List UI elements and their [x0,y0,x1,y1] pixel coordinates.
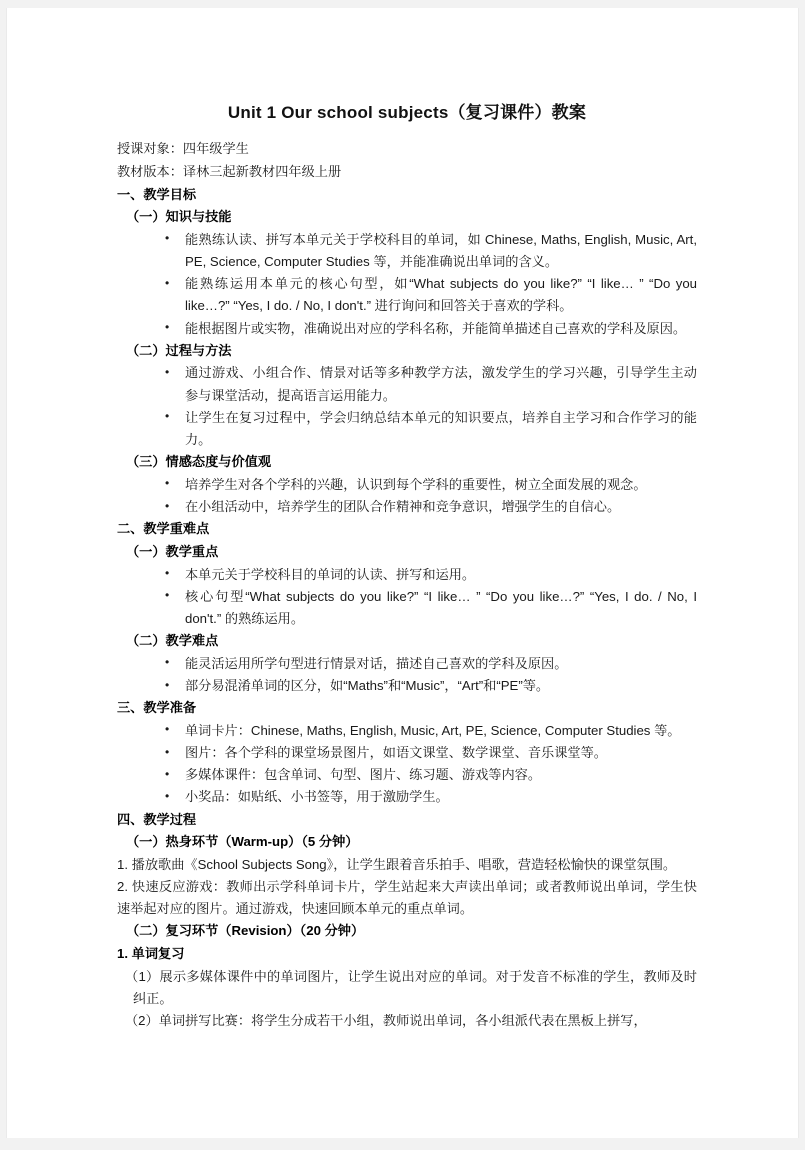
list-item: • 让学生在复习过程中，学会归纳总结本单元的知识要点，培养自主学习和合作学习的能力。 [165,407,697,451]
subsection-heading-revision: （二）复习环节（Revision）（20 分钟） [126,923,365,939]
subsection-heading-warmup: （一）热身环节（Warm-up）（5 分钟） [126,834,359,850]
bullet-list [117,474,697,518]
list-item: • 能熟练认读、拼写本单元关于学校科目的单词，如 Chinese, Maths, English, Music, Art, PE, Science, Computer Studies 等，并能准确说出单词的含义。 [165,229,697,273]
list-item: • 通过游戏、小组合作、情景对话等多种教学方法，激发学生的学习兴趣，引导学生主动参与课堂活动，提高语言运用能力。 [165,362,697,406]
list-item: • 图片：各个学科的课堂场景图片，如语文课堂、数学课堂、音乐课堂等。 [165,742,697,764]
section-heading-4: 四、教学过程 [117,811,197,827]
list-item: • 本单元关于学校科目的单词的认读、拼写和运用。 [165,564,697,586]
section-heading-3: 三、教学准备 [117,700,197,716]
numbered-paragraph: 2. 快速反应游戏：教师出示学科单词卡片，学生站起来大声读出单词；或者教师说出单词，学生快速举起对应的图片。通过游戏，快速回顾本单元的重点单词。 [117,879,697,917]
numbered-paragraph: 1. 播放歌曲《School Subjects Song》，让学生跟着音乐拍手、唱歌，营造轻松愉快的课堂氛围。 [117,856,677,872]
list-item: • 在小组活动中，培养学生的团队合作精神和竞争意识，增强学生的自信心。 [165,496,697,518]
subsection-heading-1-1: （一）知识与技能 [126,209,232,225]
subsection-heading-word-review: 1. 单词复习 [117,946,185,962]
document-content [117,102,697,1032]
page-title: Unit 1 Our school subjects（复习课件）教案 [227,103,587,122]
list-item: • 多媒体课件：包含单词、句型、图片、练习题、游戏等内容。 [165,764,697,786]
subsection-heading-2-1: （一）教学重点 [126,543,219,559]
subsection-heading-1-3: （三）情感态度与价值观 [126,454,272,470]
bullet-list [117,653,697,697]
list-item: • 能熟练运用本单元的核心句型，如“What subjects do you like?” “I like… ” “Do you like…?” “Yes, I do. / No, I don't.” 进行询问和回答关于喜欢的学科。 [165,273,697,317]
numbered-paragraph: （2）单词拼写比赛：将学生分成若干小组，教师说出单词，各小组派代表在黑板上拼写， [125,1013,647,1029]
section-heading-1: 一、教学目标 [117,186,197,202]
bullet-list [117,229,697,340]
list-item: • 单词卡片：Chinese, Maths, English, Music, Art, PE, Science, Computer Studies 等。 [165,720,697,742]
document-page [6,8,799,1138]
subsection-heading-1-2: （二）过程与方法 [126,342,232,358]
bullet-list [117,564,697,631]
subsection-heading-2-2: （二）教学难点 [126,633,219,649]
list-item: • 核心句型“What subjects do you like?” “I like… ” “Do you like…?” “Yes, I do. / No, I don't.” 的熟练运用。 [165,586,697,630]
section-heading-2: 二、教学重难点 [117,521,210,537]
numbered-paragraph: （1）展示多媒体课件中的单词图片，让学生说出对应的单词。对于发音不标准的学生，教师及时纠正。 [125,968,697,1007]
bullet-list [117,720,697,809]
bullet-list [117,362,697,451]
list-item: • 部分易混淆单词的区分，如“Maths”和“Music”，“Art”和“PE”等。 [165,675,697,697]
meta-textbook: 教材版本：译林三起新教材四年级上册 [117,163,342,179]
list-item: • 培养学生对各个学科的兴趣，认识到每个学科的重要性，树立全面发展的观念。 [165,474,697,496]
list-item: • 小奖品：如贴纸、小书签等，用于激励学生。 [165,786,697,808]
meta-audience: 授课对象：四年级学生 [117,141,249,157]
list-item: • 能灵活运用所学句型进行情景对话，描述自己喜欢的学科及原因。 [165,653,697,675]
list-item: • 能根据图片或实物，准确说出对应的学科名称，并能简单描述自己喜欢的学科及原因。 [165,318,697,340]
